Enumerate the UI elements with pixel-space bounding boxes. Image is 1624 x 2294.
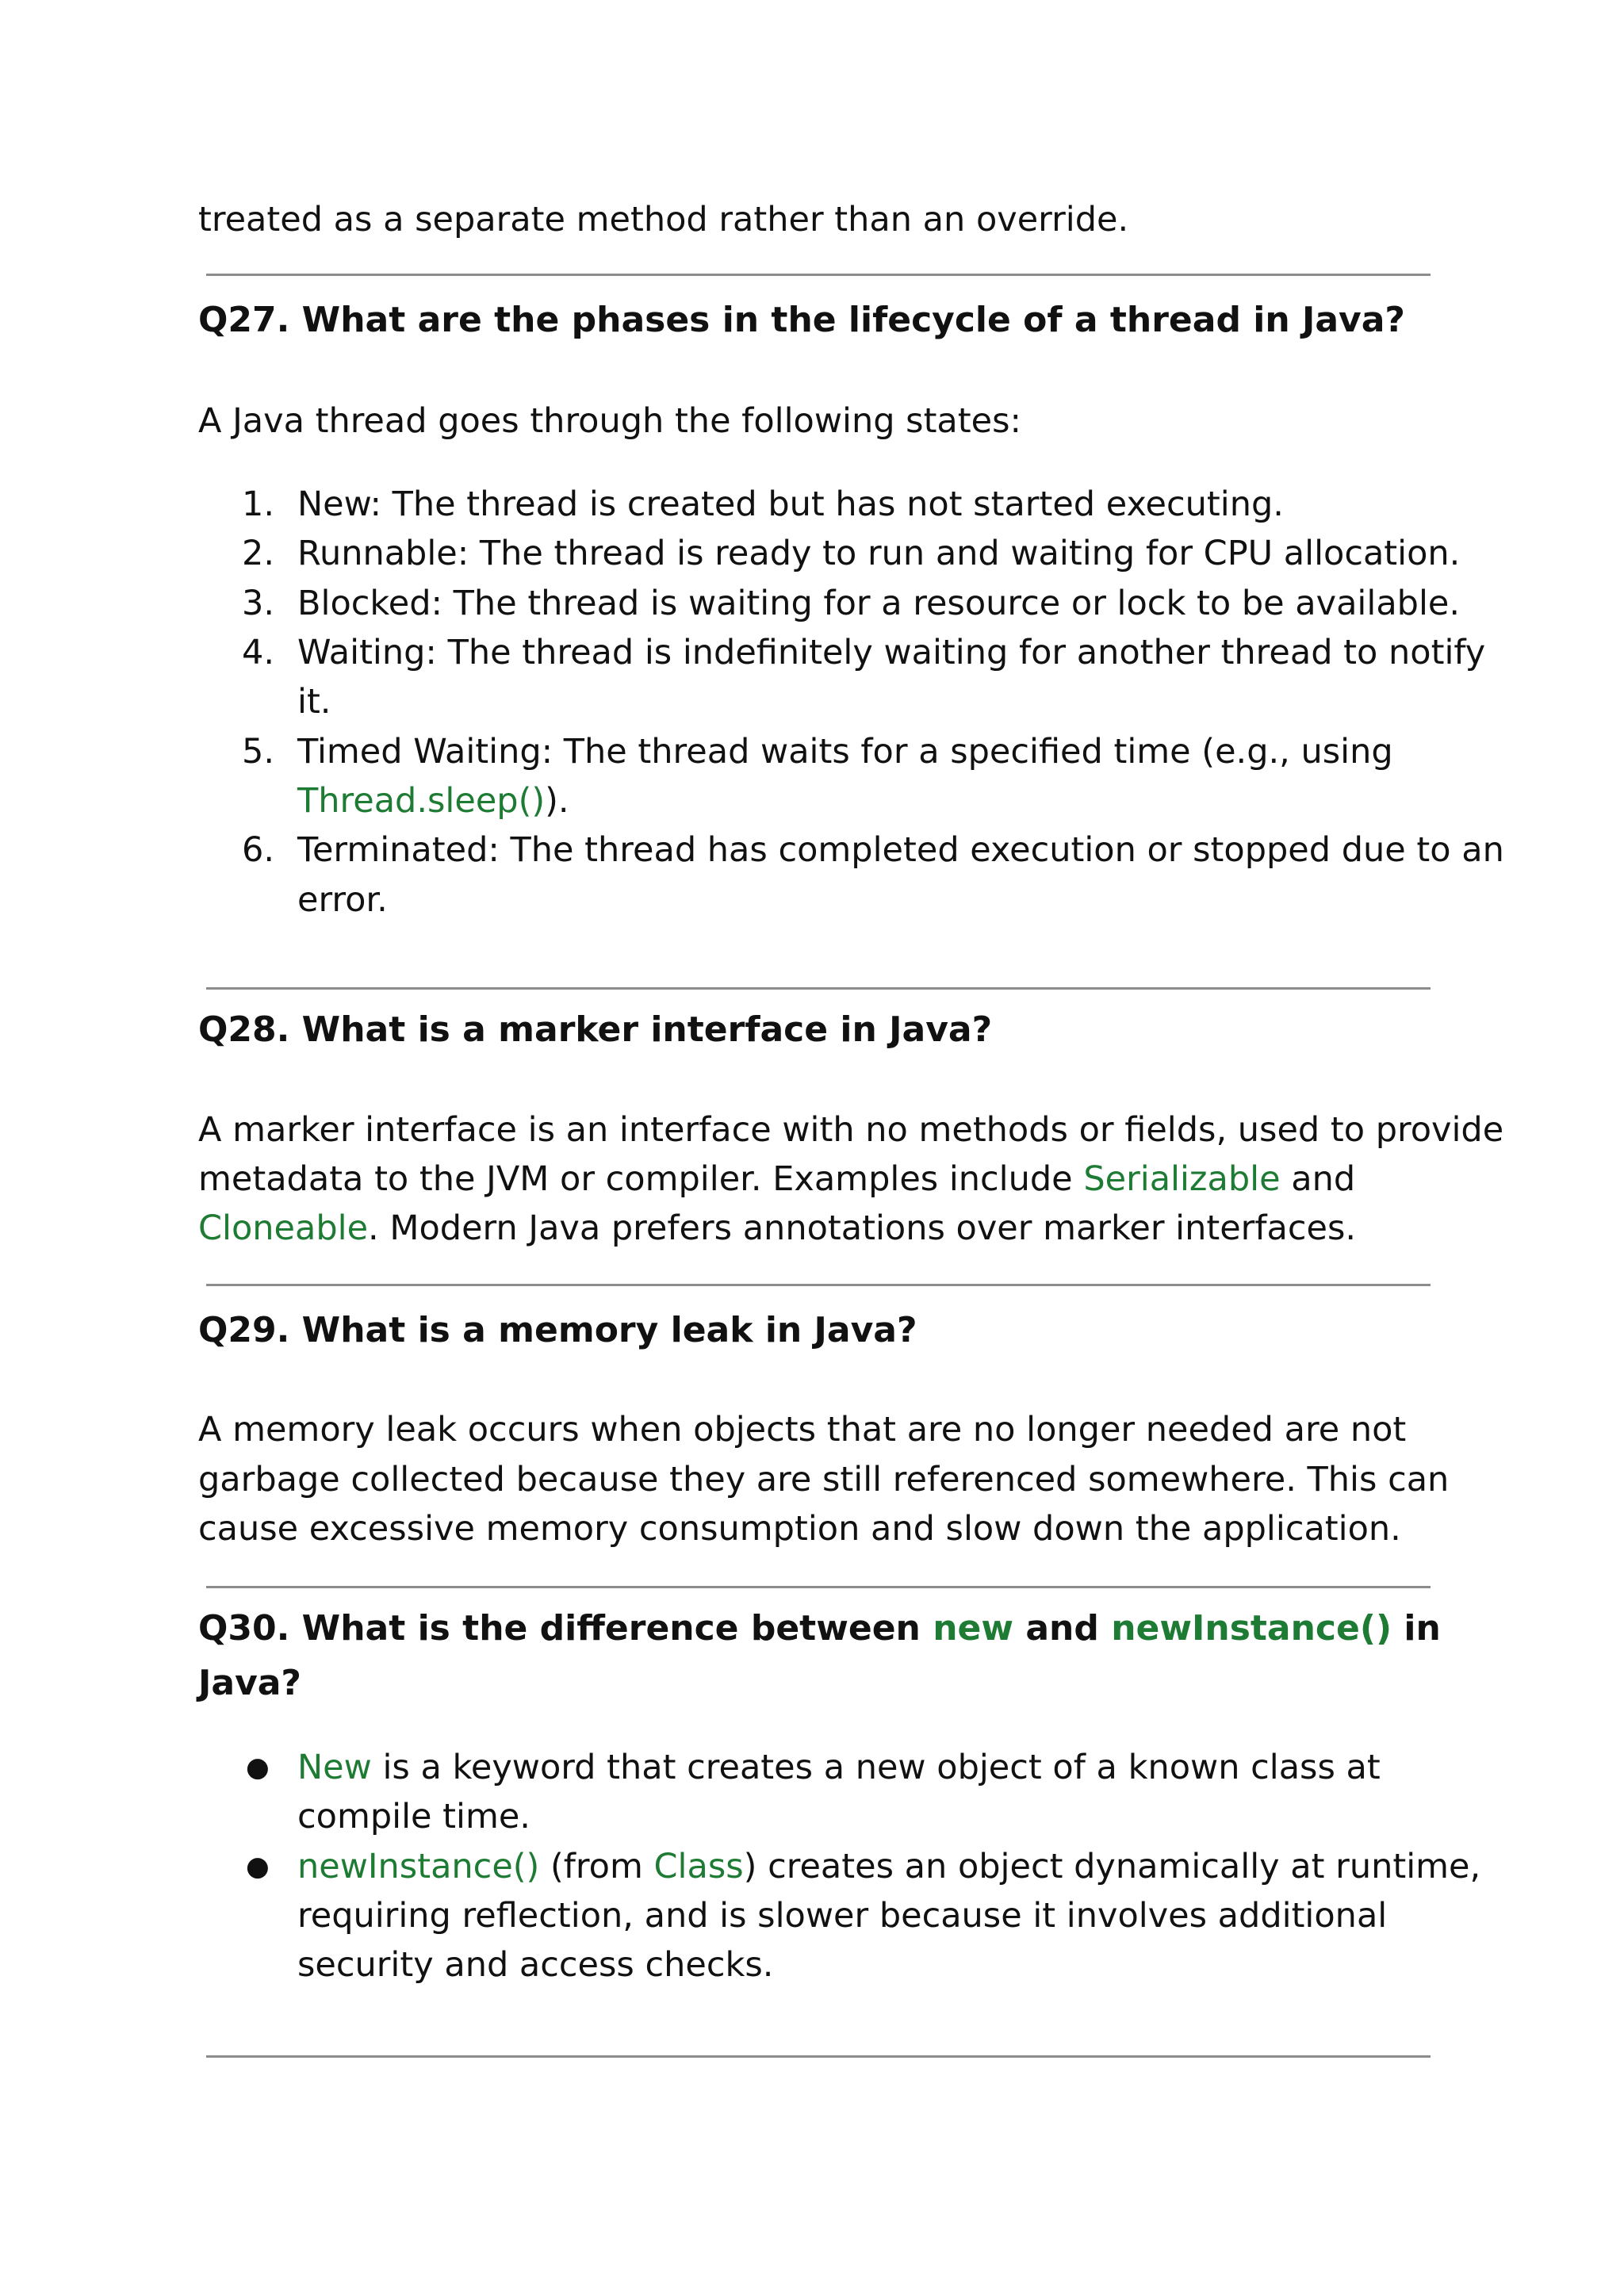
q28-heading: Q28. What is a marker interface in Java? bbox=[198, 1009, 993, 1050]
list-item-terminated: Terminated: The thread has completed execution or stopped due to an bbox=[297, 830, 1504, 870]
list-item-terminated-cont: error. bbox=[297, 880, 388, 920]
q28-line-2-text: metadata to the JVM or compiler. Examples include bbox=[198, 1159, 1084, 1199]
list-item-timed-waiting-cont bbox=[297, 776, 569, 825]
divider bbox=[206, 274, 1431, 276]
code-newinstance: newInstance() bbox=[1111, 1608, 1392, 1649]
q28-line-1: A marker interface is an interface with no methods or fields, used to provide bbox=[198, 1110, 1504, 1150]
q30-heading bbox=[198, 1602, 1441, 1656]
code-new-keyword: New bbox=[297, 1748, 372, 1787]
bullet-newinstance-from: (from bbox=[539, 1847, 654, 1886]
bullet: ● bbox=[246, 1851, 270, 1882]
bullet-newinstance-line-2: requiring reflection, and is slower because it involves additional bbox=[297, 1896, 1388, 1936]
code-newinstance-method: newInstance() bbox=[297, 1847, 540, 1886]
q28-line-3-text: . Modern Java prefers annotations over marker interfaces. bbox=[368, 1208, 1357, 1248]
list-number: 2. bbox=[242, 534, 275, 573]
list-number: 5. bbox=[242, 732, 275, 772]
divider bbox=[206, 1284, 1431, 1286]
list-number: 4. bbox=[242, 633, 275, 672]
code-new: new bbox=[933, 1608, 1014, 1649]
list-number: 1. bbox=[242, 484, 275, 524]
list-item-runnable: Runnable: The thread is ready to run and waiting for CPU allocation. bbox=[297, 534, 1461, 573]
divider bbox=[206, 2055, 1431, 2058]
bullet-newinstance-text: ) creates an object dynamically at runtime, bbox=[743, 1847, 1481, 1886]
list-item-timed-waiting: Timed Waiting: The thread waits for a specified time (e.g., using bbox=[297, 732, 1393, 772]
list-number: 3. bbox=[242, 584, 275, 623]
bullet-new-line-2: compile time. bbox=[297, 1797, 530, 1836]
list-number: 6. bbox=[242, 830, 275, 870]
list-item-blocked: Blocked: The thread is waiting for a resource or lock to be available. bbox=[297, 584, 1461, 623]
bullet-new-text: is a keyword that creates a new object of a known class at bbox=[371, 1748, 1381, 1787]
bullet-new-line-1 bbox=[297, 1743, 1381, 1792]
q27-heading: Q27. What are the phases in the lifecycle of a thread in Java? bbox=[198, 300, 1405, 340]
q30-heading-in: in bbox=[1392, 1608, 1441, 1649]
bullet-newinstance-line-3: security and access checks. bbox=[297, 1945, 774, 1985]
list-item-waiting: Waiting: The thread is indefinitely waiting for another thread to notify bbox=[297, 633, 1486, 672]
divider bbox=[206, 1586, 1431, 1588]
q28-line-3 bbox=[198, 1204, 1356, 1253]
bullet-newinstance-line-1 bbox=[297, 1842, 1480, 1891]
q29-line-2: garbage collected because they are still referenced somewhere. This can bbox=[198, 1460, 1450, 1499]
q29-line-3: cause excessive memory consumption and slow down the application. bbox=[198, 1509, 1401, 1549]
list-item-waiting-cont: it. bbox=[297, 682, 331, 722]
q30-heading-text: Q30. What is the difference between bbox=[198, 1608, 933, 1649]
code-thread-sleep: Thread.sleep() bbox=[297, 781, 546, 821]
code-cloneable: Cloneable bbox=[198, 1208, 369, 1248]
q30-heading-and: and bbox=[1013, 1608, 1112, 1649]
code-serializable: Serializable bbox=[1083, 1159, 1281, 1199]
bullet: ● bbox=[246, 1752, 270, 1783]
sleep-tail: ). bbox=[545, 781, 569, 821]
q29-line-1: A memory leak occurs when objects that are no longer needed are not bbox=[198, 1410, 1407, 1450]
code-class: Class bbox=[653, 1847, 744, 1886]
q30-heading-line-2: Java? bbox=[198, 1663, 301, 1703]
q27-lead: A Java thread goes through the following states: bbox=[198, 401, 1021, 441]
q28-line-2-and: and bbox=[1280, 1159, 1356, 1199]
q29-heading: Q29. What is a memory leak in Java? bbox=[198, 1310, 917, 1350]
q28-line-2 bbox=[198, 1155, 1355, 1204]
intro-tail-text: treated as a separate method rather than an override. bbox=[198, 200, 1129, 239]
list-item-new: New: The thread is created but has not started executing. bbox=[297, 484, 1284, 524]
divider bbox=[206, 987, 1431, 990]
